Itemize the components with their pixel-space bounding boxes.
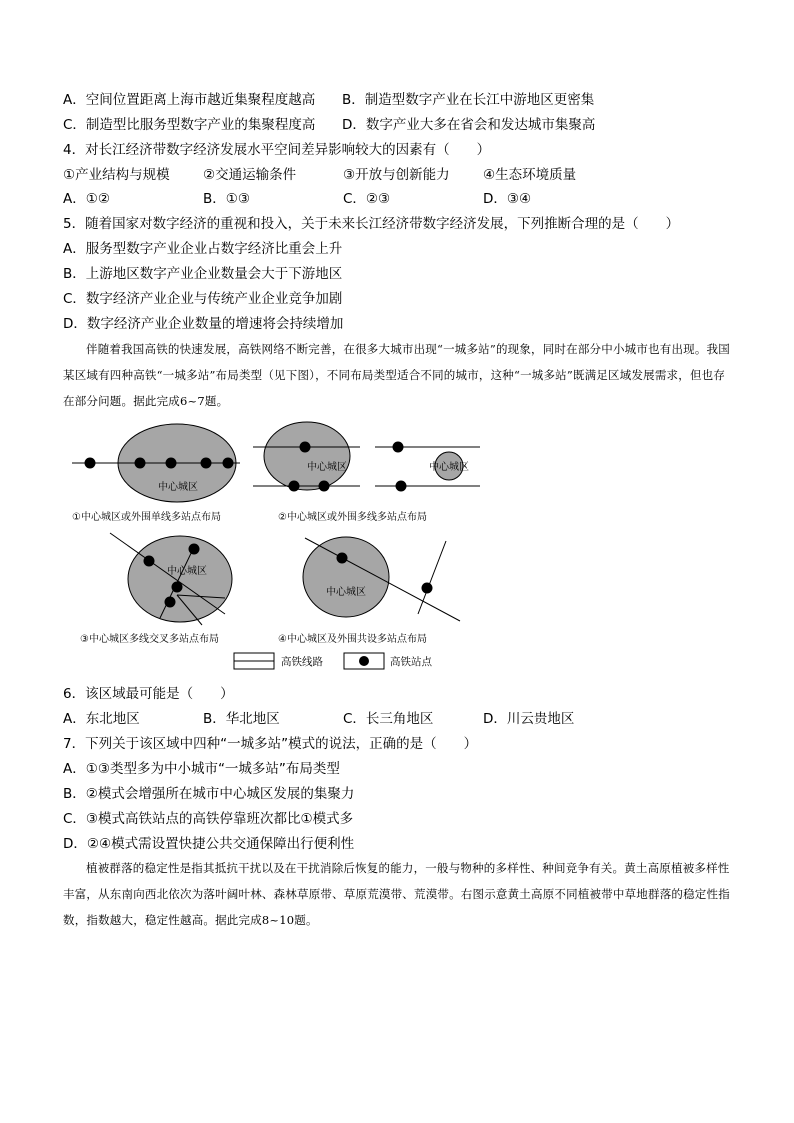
legend-station-label: 高铁站点 bbox=[390, 656, 432, 668]
caption-4: ④中心城区及外围共设多站点布局 bbox=[278, 634, 427, 645]
q5-option-b: B．上游地区数字产业企业数量会大于下游地区 bbox=[63, 266, 343, 282]
passage-6-7: 伴随着我国高铁的快速发展，高铁网络不断完善，在很多大城市出现“一城多站”的现象，同时在部分中小城市也有出现。我国某区域有四种高铁“一城多站”布局类型（见下图），不同布局类型适合不同的城市，这种“一城多站”既满足区域发展需求，但也存在部分问题。据此完成6~7题。 bbox=[63, 342, 730, 408]
q7-option-c: C．③模式高铁站点的高铁停靠班次都比①模式多 bbox=[63, 811, 354, 827]
center-label-2b: 中心城区 bbox=[429, 462, 469, 473]
caption-3: ③中心城区多线交叉多站点布局 bbox=[80, 634, 219, 645]
layout-2 bbox=[253, 422, 360, 492]
q4-stem: 4．对长江经济带数字经济发展水平空间差异影响较大的因素有（ ） bbox=[63, 142, 491, 158]
q4-option-c: C．②③ bbox=[343, 191, 391, 207]
center-label-2: 中心城区 bbox=[307, 462, 347, 473]
center-label-4: 中心城区 bbox=[326, 587, 366, 598]
one-city-multi-station-diagram bbox=[60, 420, 480, 675]
q5-option-d: D．数字经济产业企业数量的增速将会持续增加 bbox=[63, 316, 344, 332]
q5-option-c: C．数字经济产业企业与传统产业企业竞争加剧 bbox=[63, 291, 343, 307]
q7-stem: 7．下列关于该区域中四种“一城多站”模式的说法，正确的是（ ） bbox=[63, 736, 478, 752]
q4-item-3: ③开放与创新能力 bbox=[343, 167, 450, 183]
q6-option-a: A．东北地区 bbox=[63, 711, 140, 727]
q6-stem: 6．该区域最可能是（ ） bbox=[63, 686, 234, 702]
q6-option-c: C．长三角地区 bbox=[343, 711, 434, 727]
q4-item-2: ②交通运输条件 bbox=[203, 167, 297, 183]
layout-1 bbox=[72, 424, 240, 502]
center-label-3: 中心城区 bbox=[167, 566, 207, 577]
q3-option-b: B．制造型数字产业在长江中游地区更密集 bbox=[342, 92, 595, 108]
legend bbox=[234, 653, 432, 669]
passage-8-10: 植被群落的稳定性是指其抵抗干扰以及在干扰消除后恢复的能力，一般与物种的多样性、种间竞争有关。黄土高原植被多样性丰富，从东南向西北依次为落叶阔叶林、森林草原带、草原荒漠带、荒漠带。右图示意黄土高原不同植被带中草地群落的稳定性指数，指数越大，稳定性越高。据此完成8~10题。 bbox=[63, 861, 730, 927]
q5-option-a: A．服务型数字产业企业占数字经济比重会上升 bbox=[63, 241, 343, 257]
q4-item-4: ④生态环境质量 bbox=[483, 167, 577, 183]
q4-option-b: B．①③ bbox=[203, 191, 250, 207]
q4-option-a: A．①② bbox=[63, 191, 110, 207]
q7-option-d: D．②④模式需设置快捷公共交通保障出行便利性 bbox=[63, 836, 355, 852]
q7-option-a: A．①③类型多为中小城市“一城多站”布局类型 bbox=[63, 761, 340, 777]
caption-1: ①中心城区或外围单线多站点布局 bbox=[72, 512, 221, 523]
q5-stem: 5．随着国家对数字经济的重视和投入，关于未来长江经济带数字经济发展，下列推断合理的是（ ） bbox=[63, 216, 680, 232]
layout-3 bbox=[110, 533, 232, 625]
q6-option-b: B．华北地区 bbox=[203, 711, 280, 727]
q3-option-a: A．空间位置距离上海市越近集聚程度越高 bbox=[63, 92, 316, 108]
q7-option-b: B．②模式会增强所在城市中心城区发展的集聚力 bbox=[63, 786, 355, 802]
caption-2: ②中心城区或外围多线多站点布局 bbox=[278, 512, 427, 523]
layout-2b bbox=[375, 442, 480, 492]
q3-option-d: D．数字产业大多在省会和发达城市集聚高 bbox=[342, 117, 596, 133]
center-label-1: 中心城区 bbox=[158, 482, 198, 493]
q6-option-d: D．川云贵地区 bbox=[483, 711, 575, 727]
q4-item-1: ①产业结构与规模 bbox=[63, 167, 170, 183]
q4-option-d: D．③④ bbox=[483, 191, 532, 207]
legend-line-label: 高铁线路 bbox=[281, 656, 323, 668]
layout-4 bbox=[303, 537, 460, 621]
q3-option-c: C．制造型比服务型数字产业的集聚程度高 bbox=[63, 117, 316, 133]
